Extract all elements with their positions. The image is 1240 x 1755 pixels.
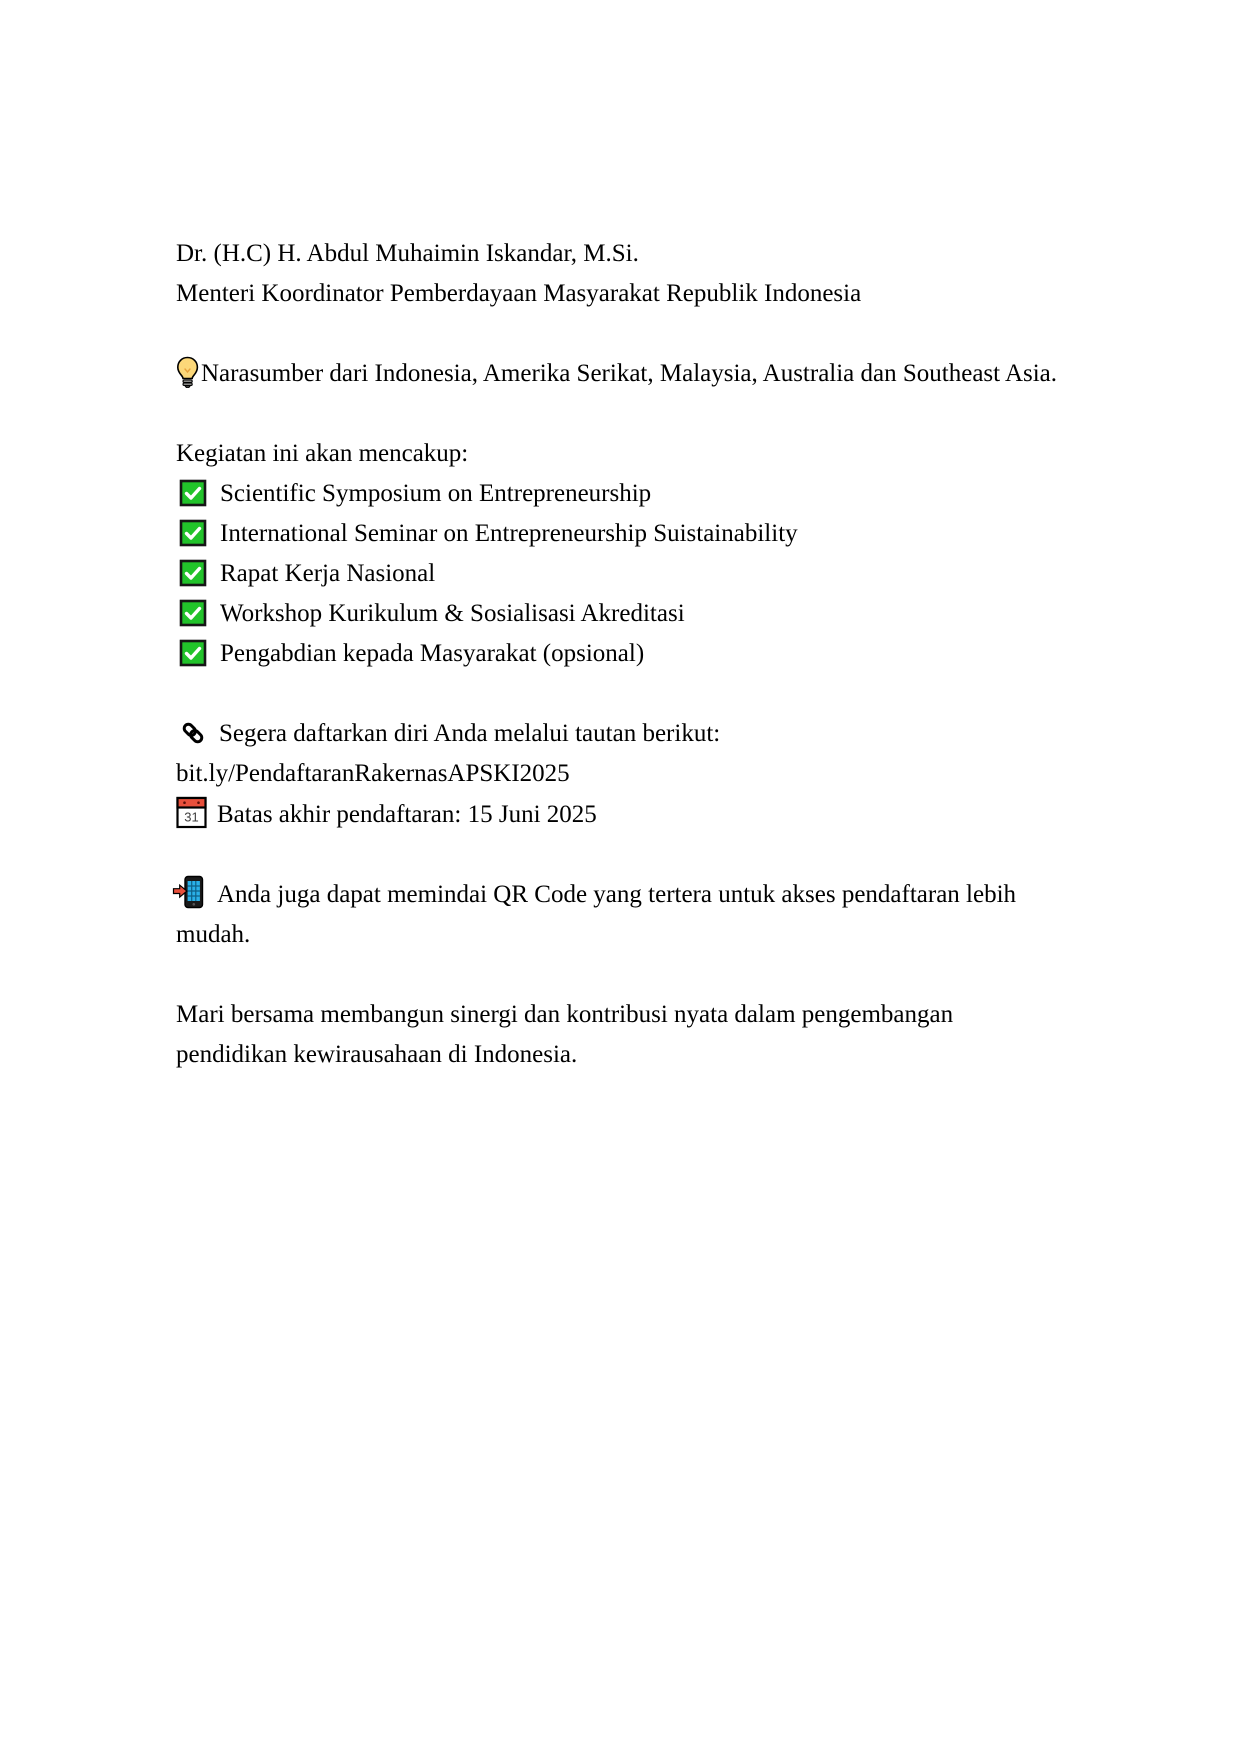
deadline-text: Batas akhir pendaftaran: 15 Juni 2025 [217,801,597,828]
registration-paragraph [176,714,1106,835]
check-mark-icon [179,639,207,667]
link-icon [179,719,207,747]
activities-paragraph [176,434,1106,674]
closing-paragraph [176,995,1106,1075]
qr-note-line1 [176,875,1106,915]
activity-item [176,634,1106,674]
speakers-text: Narasumber dari Indonesia, Amerika Serikat, Malaysia, Australia dan Southeast Asia. [201,360,1058,387]
speakers-line [176,354,1106,394]
calendar-icon [176,794,207,830]
activity-item [176,594,1106,634]
document-content [176,234,1106,1115]
activity-label: Workshop Kurikulum & Sosialisasi Akreditasi [220,600,685,627]
registration-url: bit.ly/PendaftaranRakernasAPSKI2025 [176,760,570,787]
header-paragraph [176,234,1106,314]
activity-item [176,554,1106,594]
lightbulb-icon [176,356,199,388]
check-mark-icon [179,479,207,507]
registration-cta-line [176,714,1106,754]
deadline-line [176,794,1106,835]
person-name-line: Dr. (H.C) H. Abdul Muhaimin Iskandar, M.Si. [176,240,639,267]
activity-label: International Seminar on Entrepreneurship Suistainability [220,520,798,547]
activity-label: Rapat Kerja Nasional [220,560,436,587]
calendar-day: 31 [184,809,199,825]
activity-label: Pengabdian kepada Masyarakat (opsional) [220,640,645,667]
registration-cta-text: Segera daftarkan diri Anda melalui tautan berikut: [219,720,721,747]
activity-item [176,514,1106,554]
phone-arrow-icon [172,875,207,909]
activity-item [176,474,1106,514]
speakers-paragraph [176,354,1106,394]
check-mark-icon [179,599,207,627]
closing-line2: pendidikan kewirausahaan di Indonesia. [176,1041,578,1068]
check-mark-icon [179,519,207,547]
check-mark-icon [179,559,207,587]
qr-note-text1: Anda juga dapat memindai QR Code yang tertera untuk akses pendaftaran lebih [217,881,1017,908]
qr-note-paragraph [176,875,1106,955]
activity-label: Scientific Symposium on Entrepreneurship [220,480,652,507]
closing-line1: Mari bersama membangun sinergi dan kontribusi nyata dalam pengembangan [176,1001,954,1028]
qr-note-line2: mudah. [176,921,251,948]
activities-intro: Kegiatan ini akan mencakup: [176,440,469,467]
person-title-line: Menteri Koordinator Pemberdayaan Masyarakat Republik Indonesia [176,280,862,307]
